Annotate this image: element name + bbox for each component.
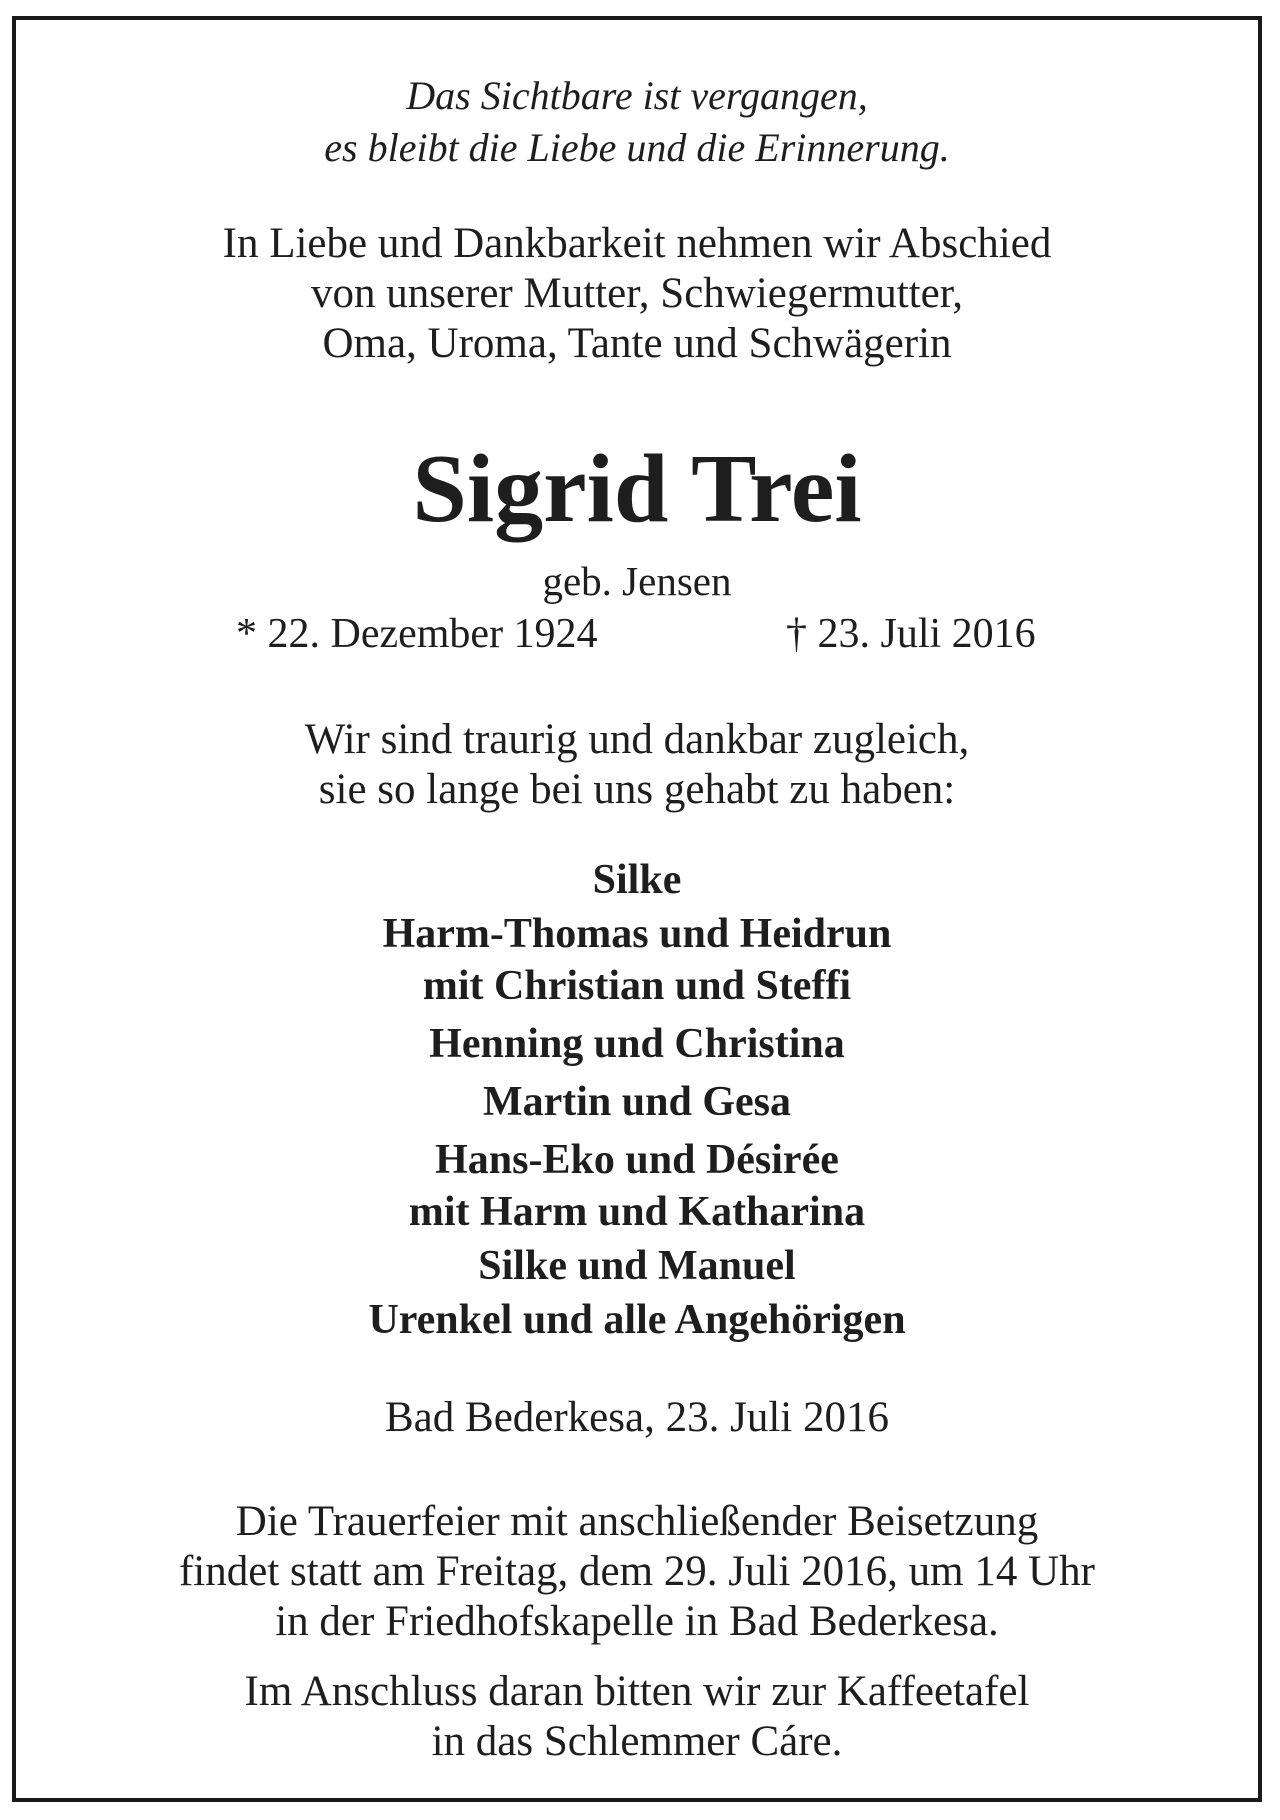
motto-line-2: es bleibt die Liebe und die Erinnerung. (324, 125, 950, 170)
service-line-3: in der Friedhofskapelle in Bad Bederkesa. (275, 1598, 999, 1645)
family-member: Silke und Manuel (478, 1243, 796, 1289)
family-member: mit Christian und Steffi (422, 963, 852, 1009)
intro-line-2: von unserer Mutter, Schwiegermutter, (310, 270, 964, 317)
maiden-name: geb. Jensen (542, 558, 732, 604)
service-line-1: Die Trauerfeier mit anschließender Beisetzung (235, 1498, 1039, 1545)
family-member: Martin und Gesa (482, 1079, 792, 1125)
birth-date: * 22. Dezember 1924 (236, 611, 598, 657)
obituary-frame (12, 16, 1262, 1802)
service-line-2: findet statt am Freitag, dem 29. Juli 2016, um 14 Uhr (178, 1548, 1096, 1595)
motto-line-1: Das Sichtbare ist vergangen, (406, 73, 868, 118)
gratitude-line-2: sie so lange bei uns gehabt zu haben: (318, 766, 956, 813)
reception-line-2: in das Schlemmer Cáre. (431, 1718, 843, 1765)
deceased-name: Sigrid Trei (412, 435, 862, 543)
family-member: Henning und Christina (429, 1021, 845, 1067)
family-member: Silke (592, 857, 682, 903)
reception-line-1: Im Anschluss daran bitten wir zur Kaffeetafel (244, 1668, 1030, 1715)
family-member: Hans-Eko und Désirée (435, 1137, 839, 1183)
family-member: Harm-Thomas und Heidrun (382, 911, 892, 957)
family-member: Urenkel und alle Angehörigen (368, 1297, 906, 1343)
family-member: mit Harm und Katharina (408, 1189, 866, 1235)
intro-line-3: Oma, Uroma, Tante und Schwägerin (322, 320, 952, 367)
intro-line-1: In Liebe und Dankbarkeit nehmen wir Abschied (222, 220, 1052, 267)
place-date: Bad Bederkesa, 23. Juli 2016 (385, 1394, 889, 1441)
gratitude-line-1: Wir sind traurig und dankbar zugleich, (304, 716, 970, 763)
death-date: † 23. Juli 2016 (786, 611, 1036, 657)
